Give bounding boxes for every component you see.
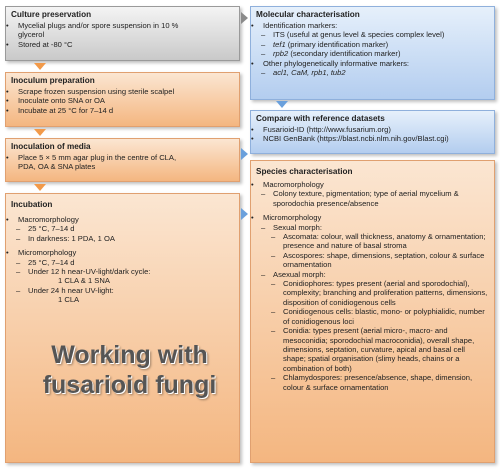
marker-rpb2-name: rpb2	[273, 49, 289, 59]
incubation-micro-item: 1 CLA & 1 SNA	[58, 276, 110, 286]
other-markers-label: • Other phylogenetically informative markers:	[256, 59, 489, 68]
marker-rpb2-desc: (secondary identification marker)	[288, 49, 401, 59]
species-macro-item: – Colony texture, pigmentation; type of aerial mycelium & sporodochia presence/absence	[256, 189, 489, 208]
culture-line: • Mycelial plugs and/or spore suspension in 10 %	[11, 21, 234, 30]
inoculation-media-box	[5, 138, 240, 182]
arrow-right-icon	[241, 208, 248, 220]
id-markers-label: • Identification markers:	[256, 21, 489, 30]
conidia: – Conidia: types present (aerial micro-, macro- and mesoconidia; sporodochial macroconidia), overall shape, dimensions, septation, curvature, apical and basal cell shape; spatial organisation (slimy heads, chains or a combination of both)	[256, 326, 489, 373]
inoculum-line: • Incubate at 25 °C for 7–14 d	[11, 106, 234, 115]
marker-rpb2	[256, 49, 489, 58]
arrow-down-icon	[34, 129, 46, 136]
compare-reference-box	[250, 110, 495, 154]
culture-preservation-box	[5, 6, 240, 61]
incubation-box	[5, 193, 240, 463]
incubation-micro-item: – 25 °C, 7–14 d	[11, 258, 234, 267]
marker-tef1	[256, 40, 489, 49]
other-markers: – acl1, CaM, rpb1, tub2	[256, 68, 489, 77]
incubation-micro: • Micromorphology	[11, 248, 234, 257]
big-title-line: fusarioid fungi	[42, 371, 217, 399]
species-title: Species characterisation	[256, 167, 353, 176]
incubation-micro-item: 1 CLA	[58, 295, 80, 305]
inoculum-line: • Inoculate onto SNA or OA	[11, 96, 234, 105]
media-title: Inoculation of media	[11, 142, 91, 151]
asexual-morph: – Asexual morph:	[256, 270, 489, 279]
species-micro: • Micromorphology	[256, 213, 489, 222]
incubation-micro-item: – Under 24 h near UV-light:	[11, 286, 234, 295]
compare-line: • NCBI GenBank (https://blast.ncbi.nlm.nih.gov/Blast.cgi)	[256, 134, 489, 143]
culture-line: • Stored at -80 °C	[11, 40, 234, 49]
inoculum-preparation-box	[5, 72, 240, 127]
species-characterisation-box	[250, 160, 495, 463]
molecular-title: Molecular characterisation	[256, 10, 360, 19]
ascospores: – Ascospores: shape, dimensions, septation, colour & surface ornamentation	[256, 251, 489, 270]
chlamydospores: – Chlamydospores: presence/absence, shape, dimension, colour & surface ornamentation	[256, 373, 489, 392]
marker-tef1-desc: (primary identification marker)	[285, 39, 389, 49]
incubation-macro-item: – 25 °C, 7–14 d	[11, 224, 234, 233]
incubation-macro-item: – In darkness: 1 PDA, 1 OA	[11, 234, 234, 243]
marker-tef1-name: tef1	[273, 39, 286, 49]
conidiogenous-cells: – Conidiogenous cells: blastic, mono- or polyphialidic, number of conidiogenous loci	[256, 307, 489, 326]
big-title-line: Working with	[51, 341, 208, 369]
compare-line: • Fusarioid-ID (http://www.fusarium.org)	[256, 125, 489, 134]
compare-title: Compare with reference datasets	[256, 114, 385, 123]
arrow-right-icon	[241, 148, 248, 160]
inoculum-line: • Scrape frozen suspension using sterile scalpel	[11, 87, 234, 96]
big-title	[22, 340, 237, 400]
media-line: PDA, OA & SNA plates	[18, 162, 96, 172]
ascomata: – Ascomata: colour, wall thickness, anatomy & ornamentation; presence and nature of basal stroma	[256, 232, 489, 251]
inoculum-title: Inoculum preparation	[11, 76, 95, 85]
arrow-down-icon	[276, 101, 288, 108]
arrow-right-icon	[241, 12, 248, 24]
marker-its: – ITS (useful at genus level & species complex level)	[256, 30, 489, 39]
species-macro: • Macromorphology	[256, 180, 489, 189]
conidiophores: – Conidiophores: types present (aerial and sporodochial), complexity; branching and proliferation patterns, dimensions, disposition of conidiogenous cells	[256, 279, 489, 307]
incubation-title: Incubation	[11, 200, 53, 209]
sexual-morph: – Sexual morph:	[256, 223, 489, 232]
media-line: • Place 5 × 5 mm agar plug in the centre of CLA,	[11, 153, 234, 162]
arrow-down-icon	[34, 184, 46, 191]
culture-line: glycerol	[18, 30, 45, 40]
culture-title: Culture preservation	[11, 10, 92, 19]
incubation-macro: • Macromorphology	[11, 215, 234, 224]
molecular-characterisation-box	[250, 6, 495, 100]
arrow-down-icon	[34, 63, 46, 70]
incubation-micro-item: – Under 12 h near-UV-light/dark cycle:	[11, 267, 234, 276]
